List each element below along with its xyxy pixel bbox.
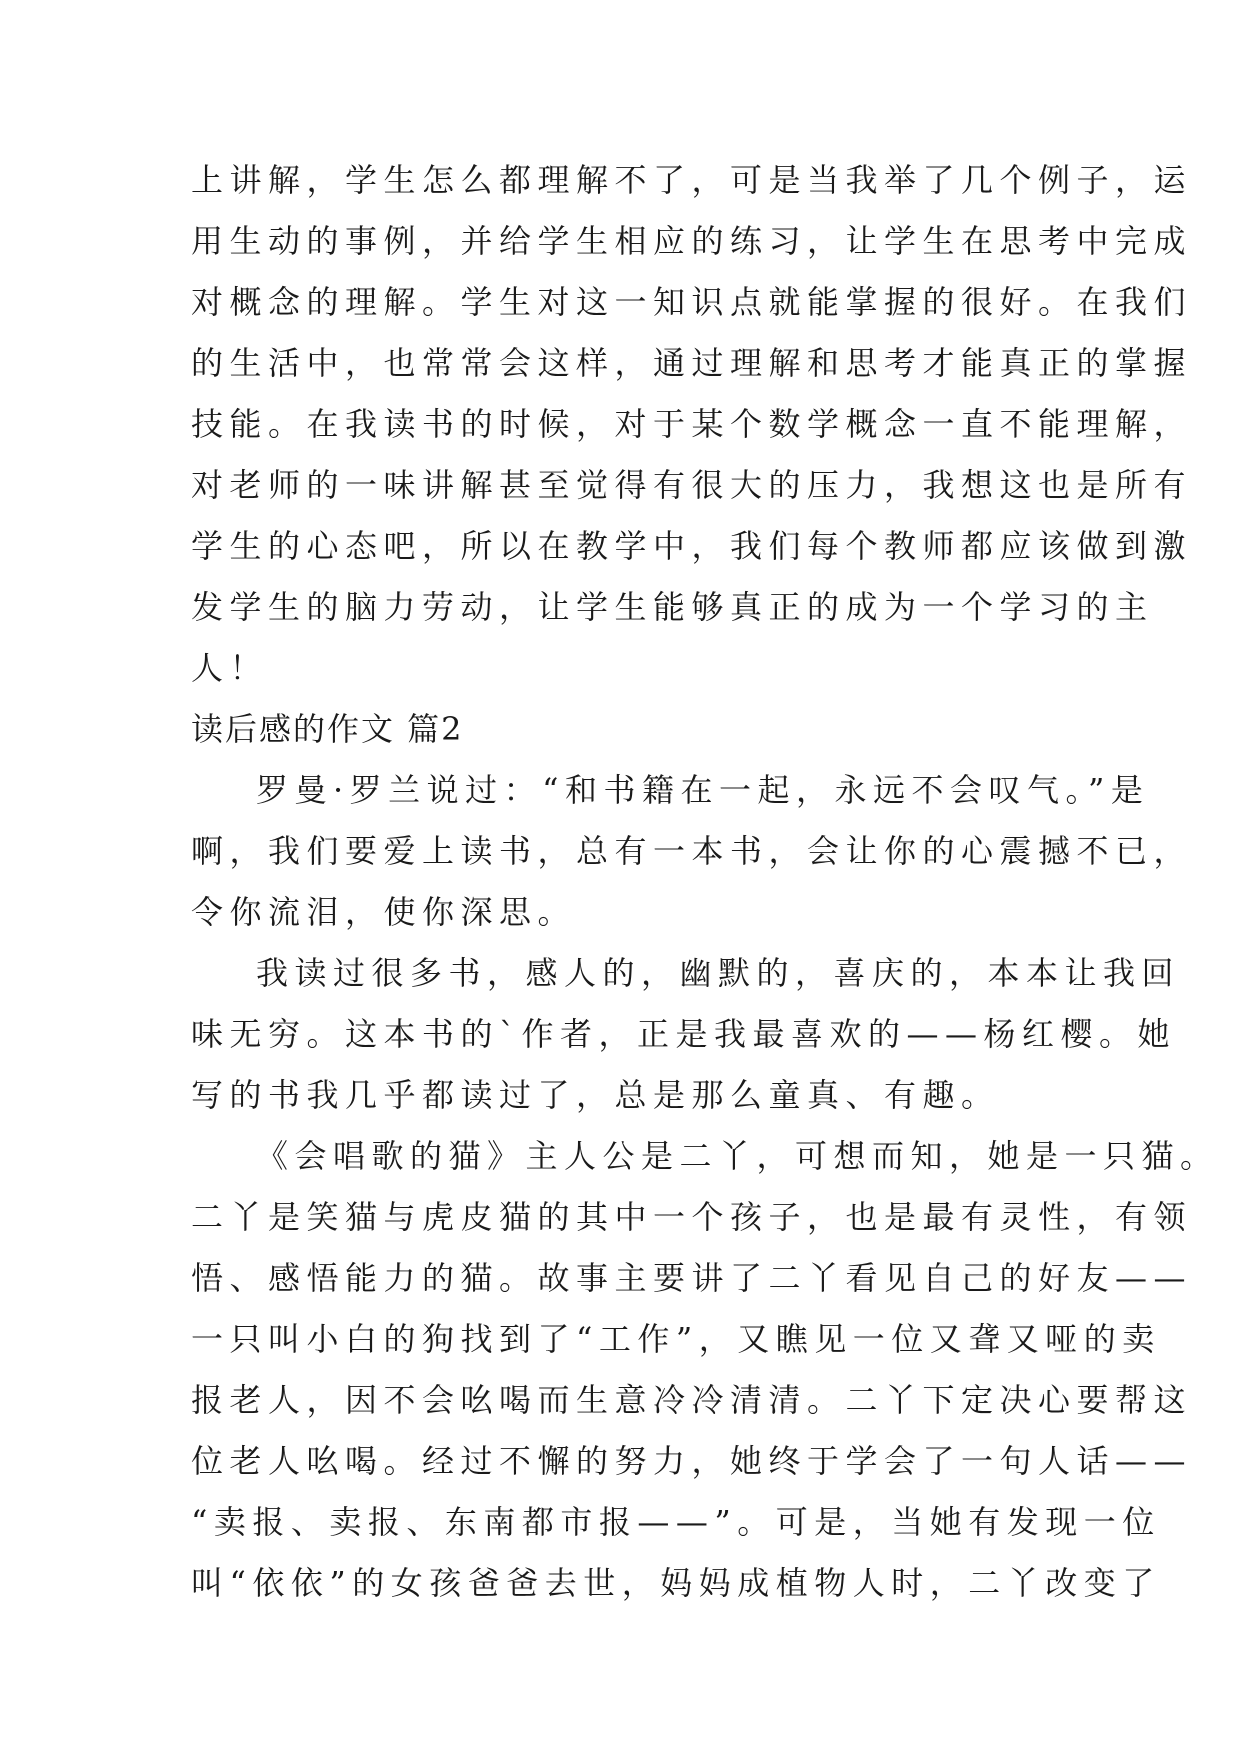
text-line: 发学生的脑力劳动，让学生能够真正的成为一个学习的主 [191,588,1154,626]
text-line: 上讲解，学生怎么都理解不了，可是当我举了几个例子，运 [191,161,1193,199]
text-line: 叫“依依”的女孩爸爸去世，妈妈成植物人时，二丫改变了 [191,1564,1161,1602]
text-line: 人！ [191,649,269,687]
text-line: 写的书我几乎都读过了，总是那么童真、有趣。 [191,1076,1000,1114]
text-line: 报老人，因不会吆喝而生意冷冷清清。二丫下定决心要帮这 [191,1381,1193,1419]
text-line: 味无穷。这本书的`作者，正是我最喜欢的——杨红樱。她 [191,1015,1177,1053]
text-line: 对概念的理解。学生对这一知识点就能掌握的很好。在我们 [191,283,1193,321]
text-line: 悟、感悟能力的猫。故事主要讲了二丫看见自己的好友—— [191,1259,1193,1297]
text-line: 我读过很多书，感人的，幽默的，喜庆的，本本让我回 [256,954,1181,992]
text-line: 位老人吆喝。经过不懈的努力，她终于学会了一句人话—— [191,1442,1193,1480]
text-line: 罗曼·罗兰说过：“和书籍在一起，永远不会叹气。”是 [256,771,1150,809]
text-line: 令你流泪，使你深思。 [191,893,577,931]
text-line: 对老师的一味讲解甚至觉得有很大的压力，我想这也是所有 [191,466,1193,504]
text-line: 技能。在我读书的时候，对于某个数学概念一直不能理解， [191,405,1193,443]
text-line: 的生活中，也常常会这样，通过理解和思考才能真正的掌握 [191,344,1193,382]
section-heading: 读后感的作文 篇2 [191,710,464,748]
text-line: 用生动的事例，并给学生相应的练习，让学生在思考中完成 [191,222,1193,260]
text-line: 一只叫小白的狗找到了“工作”，又瞧见一位又聋又哑的卖 [191,1320,1161,1358]
text-line: 啊，我们要爱上读书，总有一本书，会让你的心震撼不已， [191,832,1193,870]
text-line: 二丫是笑猫与虎皮猫的其中一个孩子，也是最有灵性，有领 [191,1198,1193,1236]
text-line: 学生的心态吧，所以在教学中，我们每个教师都应该做到激 [191,527,1193,565]
text-line: 《会唱歌的猫》主人公是二丫，可想而知，她是一只猫。 [256,1137,1219,1175]
text-line: “卖报、卖报、东南都市报——”。可是，当她有发现一位 [191,1503,1161,1541]
